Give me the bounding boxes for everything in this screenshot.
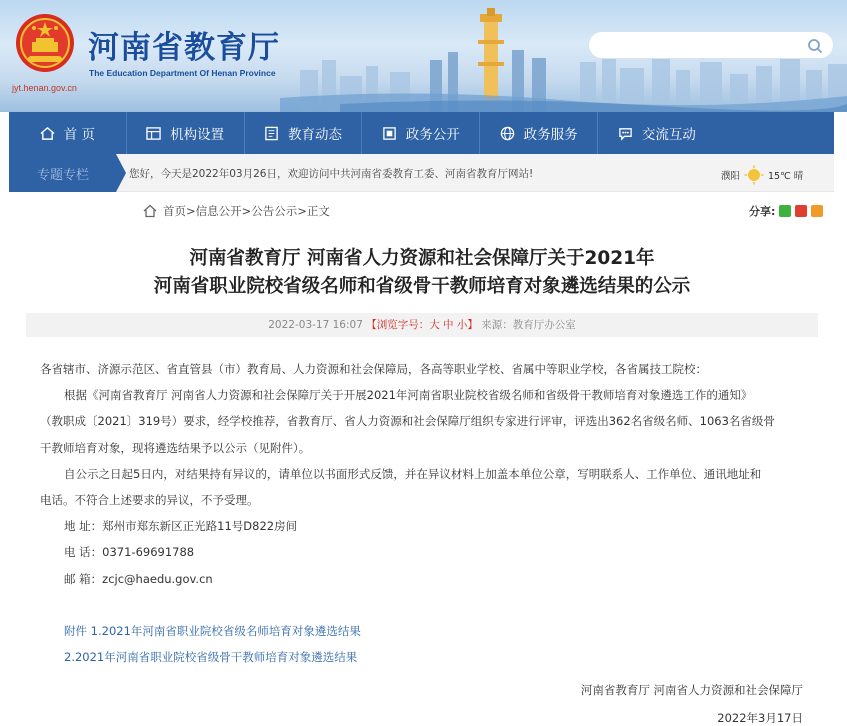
article-body (40, 356, 810, 670)
body-paragraph: 干教师培育对象，现将遴选结果予以公示（见附件）。 (40, 440, 311, 455)
home-icon (40, 126, 55, 141)
nav-item-news[interactable] (245, 112, 363, 154)
article-source: 来源：教育厅办公室 (481, 319, 576, 331)
spacer (40, 592, 810, 618)
contact-phone: 电 话：0371-69691788 (64, 545, 195, 560)
chat-icon (618, 126, 633, 141)
site-subtitle: The Education Department Of Henan Province (89, 68, 276, 78)
attachment-prefix: 附件 (64, 623, 87, 638)
attachment-link-1[interactable]: 1.2021年河南省职业院校省级名师培育对象遴选结果 (90, 623, 361, 638)
weather-temp: 15℃ 晴 (768, 171, 804, 182)
site-title: 河南省教育厅 (88, 30, 280, 66)
contact-email: 邮 箱：zcjc@haedu.gov.cn (64, 571, 213, 586)
nav-label: 政务公开 (405, 127, 460, 143)
weather-city: 濮阳 (721, 171, 741, 182)
weather-widget (721, 165, 803, 185)
breadcrumb (143, 203, 330, 219)
contact-address: 地 址：郑州市郑东新区正光路11号D822房间 (64, 519, 298, 534)
attachment-1 (40, 618, 810, 644)
article-title-line: 河南省职业院校省级名师和省级骨干教师培育对象遴选结果的公示 (153, 276, 691, 297)
breadcrumb-announcements[interactable]: 公告公示 (251, 204, 298, 218)
nav-item-public-affairs[interactable] (362, 112, 480, 154)
wechat-share-icon[interactable] (779, 205, 791, 217)
home-icon (143, 204, 157, 218)
body-paragraph: 自公示之日起5日内，对结果持有异议的，请单位以书面形式反馈，并在异议材料上加盖本单位公章，写明联系人、工作单位、通讯地址和 (64, 466, 762, 481)
nav-label: 教育动态 (287, 127, 342, 143)
main-nav (9, 112, 834, 154)
nav-label: 政务服务 (523, 127, 578, 143)
site-url: jyt.henan.gov.cn (12, 83, 77, 93)
breadcrumb-info-public[interactable]: 信息公开 (195, 204, 242, 218)
sun-icon (744, 165, 764, 185)
signature-org: 河南省教育厅 河南省人力资源和社会保障厅 (580, 683, 803, 697)
globe-icon (500, 126, 515, 141)
breadcrumb-separator: > (186, 204, 196, 218)
document-icon (382, 126, 397, 141)
nav-label: 首 页 (63, 127, 96, 143)
welcome-message: 您好，今天是2022年03月26日，欢迎访问中共河南省委教育工委、河南省教育厅网站! (129, 168, 534, 180)
nav-item-organization[interactable] (127, 112, 245, 154)
salutation: 各省辖市、济源示范区、省直管县（市）教育局、人力资源和社会保障局，各高等职业学校、省属中等职业学校，各省属技工院校： (40, 362, 707, 376)
publish-date: 2022-03-17 16:07 (268, 319, 363, 331)
weibo-share-icon[interactable] (795, 205, 807, 217)
breadcrumb-home[interactable]: 首页 (163, 204, 186, 218)
signature-date: 2022年3月17日 (717, 711, 803, 725)
share-bar (749, 203, 823, 219)
nav-item-home[interactable] (9, 112, 127, 154)
article-title-line: 河南省教育厅 河南省人力资源和社会保障厅关于2021年 (189, 248, 655, 269)
attachment-link-2[interactable]: 2.2021年河南省职业院校省级骨干教师培育对象遴选结果 (64, 650, 358, 665)
special-topics-tab[interactable]: 专题专栏 (9, 154, 116, 192)
breadcrumb-separator: > (241, 204, 252, 218)
body-paragraph: （教职成〔2021〕319号）要求，经学校推荐，省教育厅、省人力资源和社会保障厅组织专家进行评审，评选出362名省级名师、1063名省级骨 (40, 414, 775, 429)
article-meta (26, 313, 818, 337)
header-banner (0, 0, 847, 112)
breadcrumb-separator: > (297, 204, 307, 218)
info-bar (9, 154, 834, 192)
nav-label: 机构设置 (170, 127, 225, 143)
font-size-selector[interactable]: 【浏览字号：大 中 小】 (366, 319, 478, 331)
news-icon (264, 126, 279, 141)
national-emblem-icon (14, 12, 76, 74)
body-paragraph: 电话。不符合上述要求的异议，不予受理。 (40, 493, 259, 508)
breadcrumb-current: 正文 (306, 204, 330, 218)
nav-item-services[interactable] (480, 112, 598, 154)
search-icon[interactable] (807, 38, 823, 54)
nav-label: 交流互动 (641, 127, 696, 143)
org-chart-icon (146, 126, 161, 141)
body-paragraph: 根据《河南省教育厅 河南省人力资源和社会保障厅关于开展2021年河南省职业院校省级名师和省级骨干教师培育对象遴选工作的通知》 (64, 388, 753, 403)
search-input[interactable] (588, 31, 834, 59)
qzone-share-icon[interactable] (811, 205, 823, 217)
nav-item-interaction[interactable] (598, 112, 716, 154)
article-title (26, 245, 818, 301)
share-label: 分享: (749, 205, 776, 218)
